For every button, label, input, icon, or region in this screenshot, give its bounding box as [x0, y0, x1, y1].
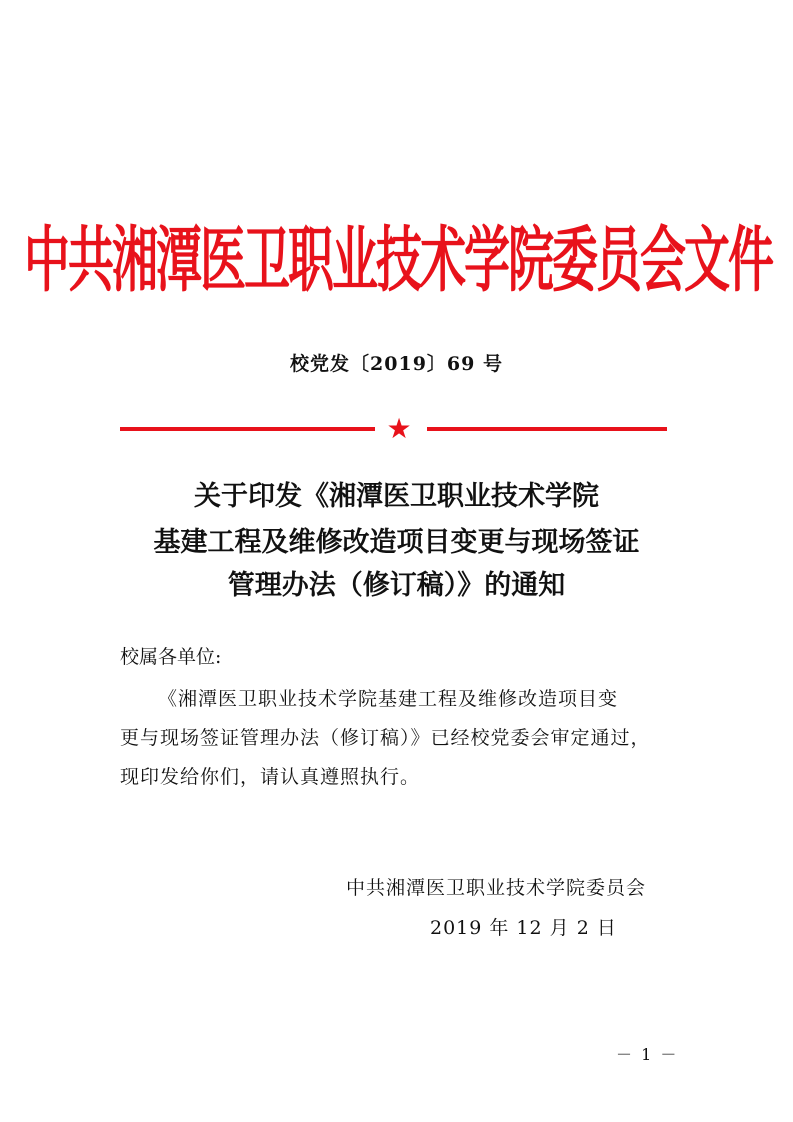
page-number: － 1 －	[616, 1045, 679, 1064]
body-line-1: 《湘潭医卫职业技术学院基建工程及维修改造项目变	[158, 688, 619, 710]
title-line-1: 关于印发《湘潭医卫职业技术学院	[194, 481, 599, 512]
document-masthead: 中共湘潭医卫职业技术学院委员会文件	[24, 217, 772, 302]
body-line-2: 更与现场签证管理办法（修订稿）》已经校党委会审定通过，	[120, 727, 651, 749]
separator-line-left	[120, 427, 375, 431]
body-line-3: 现印发给你们，请认真遵照执行。	[120, 766, 421, 788]
star-icon: ★	[386, 412, 412, 445]
document-number: 校党发〔2019〕69 号	[290, 353, 503, 375]
salutation: 校属各单位:	[120, 646, 222, 668]
title-line-3: 管理办法（修订稿）》的通知	[227, 570, 566, 601]
signature-organization: 中共湘潭医卫职业技术学院委员会	[346, 877, 647, 899]
title-line-2: 基建工程及维修改造项目变更与现场签证	[153, 527, 640, 558]
signature-date: 2019 年 12 月 2 日	[430, 917, 617, 939]
separator-line-right	[427, 427, 667, 431]
